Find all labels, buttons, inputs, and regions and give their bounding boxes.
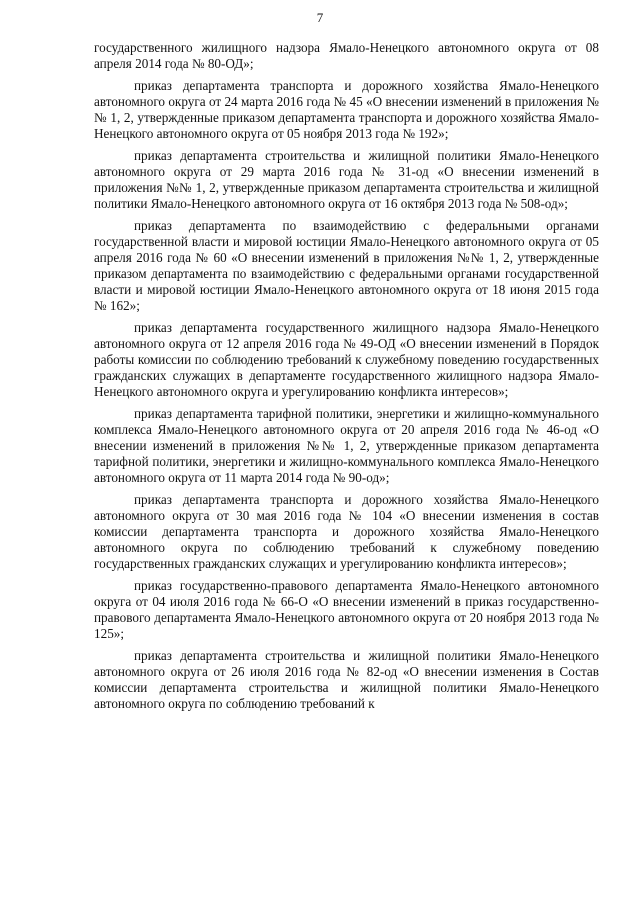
document-body (94, 40, 599, 718)
paragraph: приказ департамента транспорта и дорожного хозяйства Ямало-Ненецкого автономного округа от 24 марта 2016 года № 45 «О внесении изменений в приложения №№ 1, 2, утвержденные приказом департамента транспорта и дорожного хозяйства Ямало-Ненецкого автономного округа от 05 ноября 2013 года № 192»; (94, 78, 599, 141)
page-number: 7 (316, 10, 324, 25)
paragraph: приказ департамента тарифной политики, энергетики и жилищно-коммунального комплекса Ямало-Ненецкого автономного округа от 20 апреля 2016 года № 46-од «О внесении изменений в приложения №№ 1, 2, утвержденные приказом департамента тарифной политики, энергетики и жилищно-коммунального комплекса Ямало-Ненецкого автономного округа от 11 марта 2014 года № 90-од»; (94, 406, 599, 485)
paragraph: приказ департамента строительства и жилищной политики Ямало-Ненецкого автономного округа от 29 марта 2016 года № 31-од «О внесении изменений в приложения №№ 1, 2, утвержденные приказом департамента строительства и жилищной политики Ямало-Ненецкого автономного округа от 16 октября 2013 года № 508-од»; (94, 148, 599, 211)
paragraph: приказ государственно-правового департамента Ямало-Ненецкого автономного округа от 04 июля 2016 года № 66-О «О внесении изменений в приказ государственно-правового департамента Ямало-Ненецкого автономного округа от 20 ноября 2013 года № 125»; (94, 578, 599, 641)
paragraph: приказ департамента строительства и жилищной политики Ямало-Ненецкого автономного округа от 26 июля 2016 года № 82-од «О внесении изменения в Состав комиссии департамента строительства и жилищной политики Ямало-Ненецкого автономного округа по соблюдению требований к (94, 648, 599, 711)
paragraph: приказ департамента государственного жилищного надзора Ямало-Ненецкого автономного округа от 12 апреля 2016 года № 49-ОД «О внесении изменений в Порядок работы комиссии по соблюдению требований к служебному поведению государственных гражданских служащих в департаменте государственного жилищного надзора Ямало-Ненецкого автономного округа и урегулированию конфликта интересов»; (94, 320, 599, 399)
paragraph-continuation: государственного жилищного надзора Ямало-Ненецкого автономного округа от 08 апреля 2014 года № 80-ОД»; (94, 40, 599, 71)
paragraph: приказ департамента транспорта и дорожного хозяйства Ямало-Ненецкого автономного округа от 30 мая 2016 года № 104 «О внесении изменения в состав комиссии департамента транспорта и дорожного хозяйства Ямало-Ненецкого автономного округа по соблюдению требований к служебному поведению государственных гражданских служащих и урегулированию конфликта интересов»; (94, 492, 599, 571)
paragraph: приказ департамента по взаимодействию с федеральными органами государственной власти и мировой юстиции Ямало-Ненецкого автономного округа от 05 апреля 2016 года № 60 «О внесении изменений в приложения №№ 1, 2, утвержденные приказом департамента по взаимодействию с федеральными органами государственной власти и мировой юстиции Ямало-Ненецкого автономного округа от 18 июня 2015 года № 162»; (94, 218, 599, 313)
